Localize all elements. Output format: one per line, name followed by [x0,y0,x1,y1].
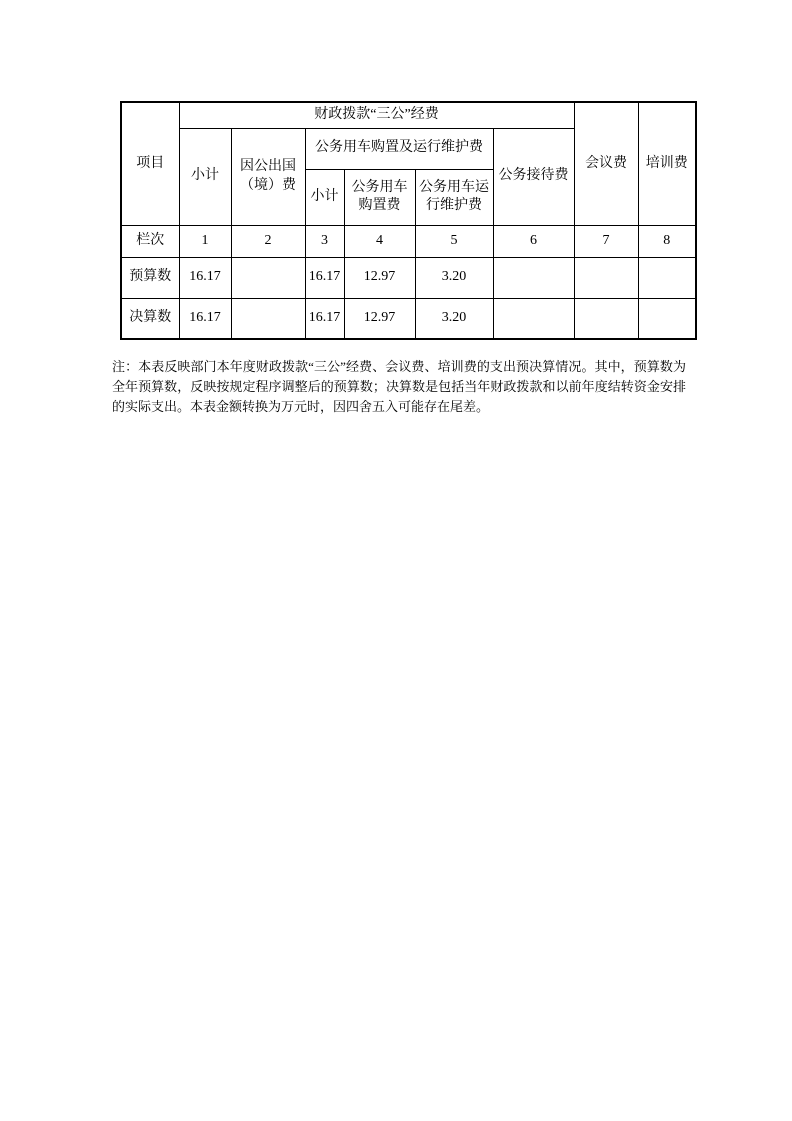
cell [493,298,574,339]
header-vehicle-purchase-fee: 公务用车购置费 [344,169,415,225]
cell [574,298,638,339]
header-abroad-fee: 因公出国（境）费 [231,128,305,225]
header-item: 项目 [121,102,179,225]
cell [493,257,574,298]
cell: 12.97 [344,257,415,298]
header-vehicle-group: 公务用车购置及运行维护费 [305,128,493,169]
cell: 7 [574,225,638,257]
header-training-fee: 培训费 [638,102,696,225]
cell: 4 [344,225,415,257]
header-vehicle-subtotal: 小计 [305,169,344,225]
cell: 16.17 [179,298,231,339]
cell [231,257,305,298]
cell: 3 [305,225,344,257]
cell [574,257,638,298]
header-row-1 [121,102,696,128]
row-label: 预算数 [121,257,179,298]
cell: 3.20 [415,298,493,339]
cell [231,298,305,339]
cell: 1 [179,225,231,257]
header-meeting-fee: 会议费 [574,102,638,225]
row-label: 栏次 [121,225,179,257]
header-three-public-group: 财政拨款“三公”经费 [179,102,574,128]
cell: 8 [638,225,696,257]
row-label: 决算数 [121,298,179,339]
table-row-final-accounts [121,298,696,339]
table-note: 注：本表反映部门本年度财政拨款“三公”经费、会议费、培训费的支出预决算情况。其中，预算数为全年预算数，反映按规定程序调整后的预算数；决算数是包括当年财政拨款和以前年度结转资金安排的实际支出。本表金额转换为万元时，因四舍五入可能存在尾差。 [112,359,686,414]
cell: 2 [231,225,305,257]
three-public-expenses-table [120,101,697,340]
cell: 16.17 [179,257,231,298]
cell: 16.17 [305,257,344,298]
cell: 16.17 [305,298,344,339]
cell [638,298,696,339]
cell: 6 [493,225,574,257]
cell: 12.97 [344,298,415,339]
cell: 3.20 [415,257,493,298]
table-row-column-index [121,225,696,257]
header-reception-fee: 公务接待费 [493,128,574,225]
cell: 5 [415,225,493,257]
header-subtotal: 小计 [179,128,231,225]
table-row-budget [121,257,696,298]
cell [638,257,696,298]
header-vehicle-maintenance-fee: 公务用车运行维护费 [415,169,493,225]
